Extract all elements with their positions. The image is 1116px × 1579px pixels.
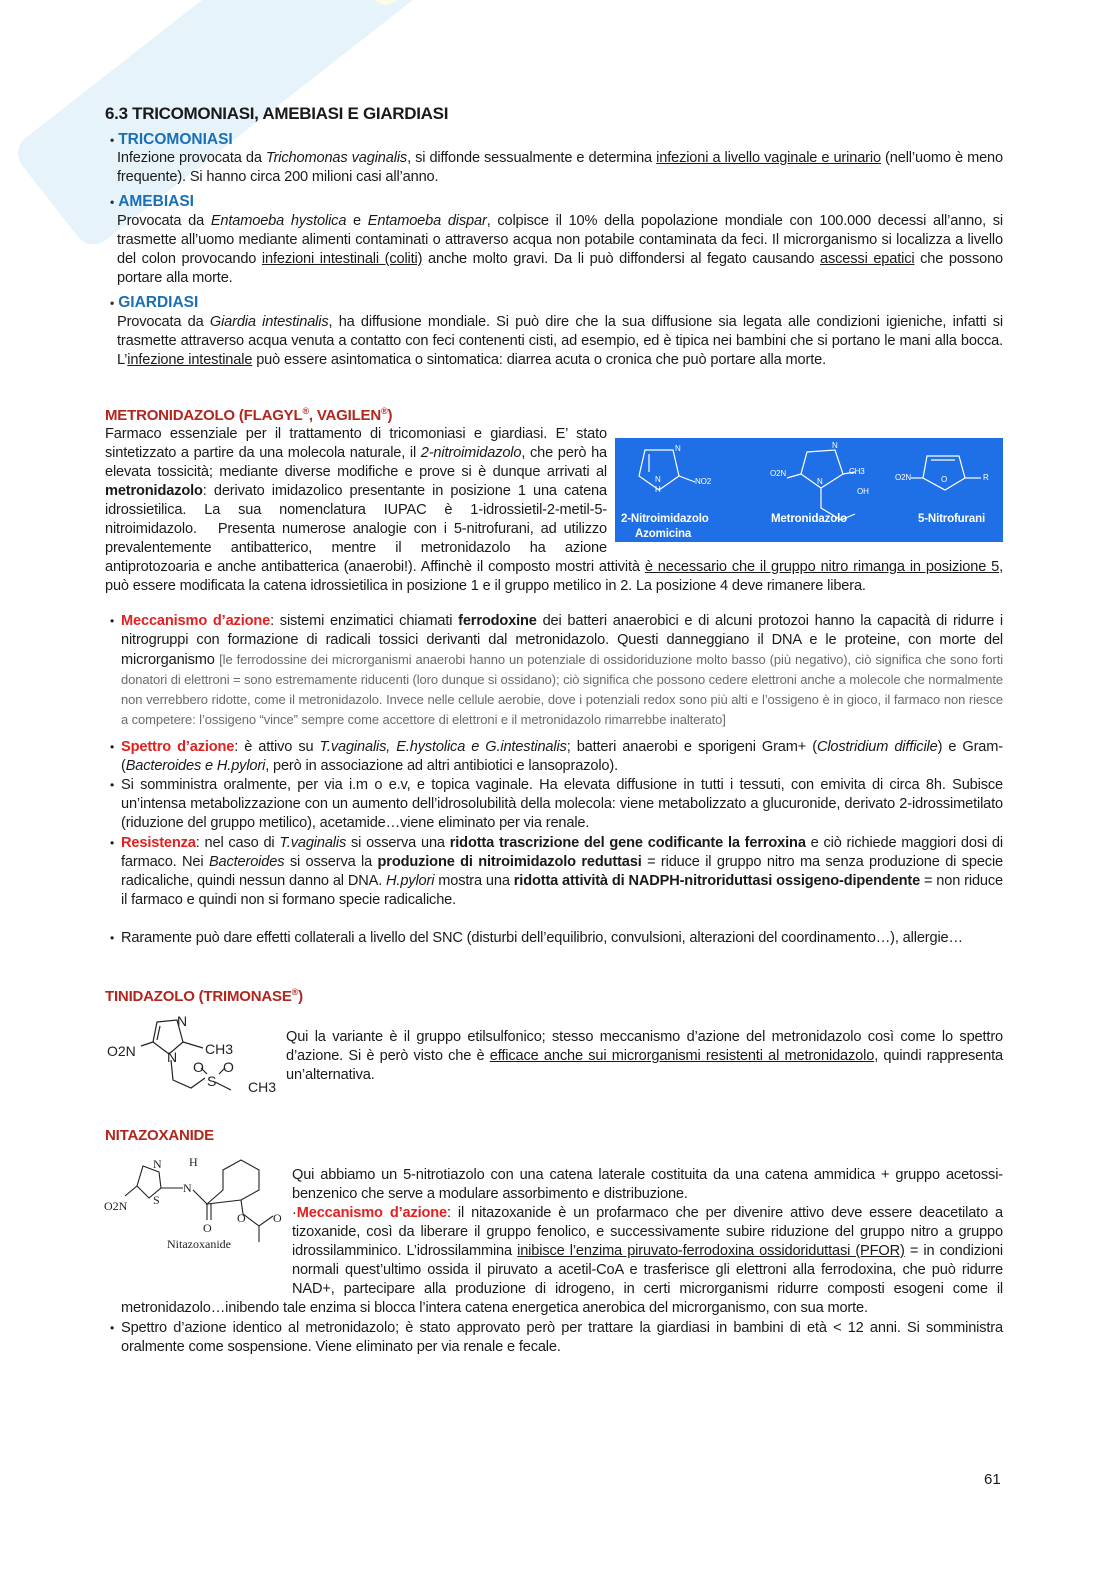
atom-label: O [223, 1059, 234, 1075]
text-run: efficace anche sui microrganismi resistenti al metronidazolo [489, 1048, 875, 1064]
bullet-resistenza [110, 834, 1003, 910]
atom-label: O2N [104, 1199, 128, 1213]
text-run: , può essere modificata la catena idrossietilica in posizione 1 e il gruppo metilico in 2. La posizione 4 deve rimanere libera. [105, 559, 1003, 594]
atom-label: NO2 [695, 477, 711, 486]
atom-label: O [273, 1211, 282, 1225]
bullet: • [110, 614, 115, 628]
text-run: Infezione provocata da [117, 150, 266, 166]
text-run: Trichomonas vaginalis [265, 150, 408, 166]
text-run: e [346, 213, 368, 229]
text-run: T.vaginalis [279, 835, 347, 851]
paragraph-tinidazolo [286, 1028, 1003, 1085]
heading-text: GIARDIASI [118, 294, 199, 311]
paragraph-metronidazolo-intro [105, 425, 1003, 596]
bullet: • [110, 778, 115, 792]
paragraph-amebiasi [117, 212, 1003, 288]
text-run: T.vaginalis, E.hystolica e G.intestinalis [319, 739, 567, 755]
text-run: , che però ha elevata tossicità; mediante diverse modifiche e prove si è dunque arrivati al [105, 445, 607, 480]
bullet-effetti-collaterali [110, 929, 1003, 948]
label-azomicina: Azomicina [635, 528, 692, 540]
text-run: anche molto gravi. Da li può diffondersi al fegato causando [422, 251, 821, 267]
label-5-nitrofurani: 5-Nitrofurani [918, 513, 986, 525]
bullet-somministrazione [110, 776, 1003, 833]
text-run: è necessario che il gruppo nitro rimanga in posizione 5 [644, 559, 1000, 575]
text-run: , quindi rappresenta un’alternativa. [286, 1048, 1003, 1083]
atom-label: S [153, 1193, 160, 1207]
bullet-text [121, 835, 1003, 908]
atom-label: H [655, 485, 661, 494]
bullet-text [121, 930, 963, 946]
text-run: , colpisce il 10% della popolazione mondiale con 100.000 decessi all’anno, si trasmette all’uomo mediante alimenti contaminati o attraverso acqua non potabile contaminata da feci. Il microrganismo si localizza a livello del colon provocando [117, 213, 1003, 267]
atom-label: O [203, 1221, 212, 1235]
text-run: : nel caso di [195, 835, 280, 851]
bullet: • [110, 133, 115, 147]
text-run: : è attivo su [234, 739, 320, 755]
atom-label: N [153, 1157, 162, 1171]
bullet-text [121, 777, 1003, 831]
text-run: infezione intestinale [127, 352, 253, 368]
bullet-text [121, 613, 1003, 728]
text-run: = non riduce il farmaco e quindi non si formano specie radicaliche. [121, 873, 1003, 908]
text-run: : sistemi enzimatici chiamati [270, 613, 459, 629]
atom-label: O2N [895, 473, 911, 482]
text-run: Entamoeba hystolica [210, 213, 347, 229]
text-run: Spettro d’azione identico al metronidazolo; è stato approvato però per trattare la giardiasi in bambini di età < 12 anni. Si somministra oralmente come sospensione. Viene eliminato per via renale e fecale. [121, 1320, 1003, 1355]
bullet: • [110, 1321, 115, 1335]
subheading-label: Resistenza [121, 835, 196, 851]
atom-label: N [183, 1181, 192, 1195]
text-run: Si somministra oralmente, per via i.m o e.v, e topica vaginale. Ha elevata diffusione in tutti i tessuti, con emivita di circa 8h. Subisce un’intensa metabolizzazione con un aumento dell’idrosolubilità della molecola: viene metabolizzato a glucuronide, derivato 2-idrossimetilato (riduzione del gruppo metilico), acetamide…viene eliminato per via renale. [121, 777, 1003, 831]
text-run: che possono portare alla morte. [117, 251, 1003, 286]
bullet: • [110, 195, 115, 209]
atom-label: OH [857, 487, 869, 496]
label-2-nitroimidazolo: 2-Nitroimidazolo [621, 513, 709, 525]
bullet-text [121, 1320, 1003, 1355]
atom-label: CH3 [849, 467, 865, 476]
text-run: Provocata da [117, 314, 210, 330]
atom-label: O [193, 1059, 204, 1075]
atom-label: CH3 [205, 1041, 234, 1057]
atom-label: N [177, 1013, 188, 1029]
text-run: infezioni intestinali (coliti) [261, 251, 423, 267]
bullet: • [110, 836, 115, 850]
paragraph-nitazoxanide [121, 1147, 1003, 1318]
atom-label: R [983, 473, 989, 482]
atom-label: O2N [770, 469, 786, 478]
bullet: • [110, 740, 115, 754]
page-title: 6.3 TRICOMONIASI, AMEBIASI E GIARDIASI [105, 104, 449, 123]
text-run: mostra una [434, 873, 514, 889]
atom-label: CH3 [248, 1079, 277, 1095]
text-run: Bacteroides [208, 854, 285, 870]
text-run: : il nitazoxanide è un profarmaco che per divenire attivo deve essere deacetilato a tizoxanide, così da liberare il gruppo fenolico, e successivamente subire riduzione del gruppo nitro a gruppo idrossilamminico. L’idrossilammina [292, 1205, 1004, 1259]
text-run: Entamoeba dispar [367, 213, 487, 229]
text-run: si osserva la [284, 854, 378, 870]
bullet-spettro [110, 738, 1003, 776]
text-run: metronidazolo [105, 483, 203, 499]
text-run: Farmaco essenziale per il trattamento di tricomoniasi e giardiasi. E’ stato sintetizzato a partire da una molecola naturale, il [105, 426, 607, 461]
atom-label: N [655, 475, 661, 484]
atom-label: S [207, 1073, 217, 1089]
paragraph-giardiasi [117, 313, 1003, 370]
atom-label: H [189, 1155, 198, 1169]
paragraph-tricomoniasi [117, 149, 1003, 187]
text-run: ; batteri anaerobi e sporigeni Gram+ ( [566, 739, 817, 755]
atom-label: N [832, 441, 838, 450]
text-run: Raramente può dare effetti collaterali a livello del SNC (disturbi dell’equilibrio, convulsioni, alterazioni del coordinamento…), allergie… [121, 930, 963, 946]
text-run: Clostridium difficile [816, 739, 938, 755]
tinidazolo-structure [105, 1010, 283, 1100]
text-run: Provocata da [117, 213, 211, 229]
text-run: , ha diffusione mondiale. Si può dire che la sua diffusione sia legata alle condizioni igieniche, infatti si trasmette attraverso acqua venuta a contatto con feci contenenti cisti, ad esempio, ed è tipica nei bambini che si portano le mani alla bocca. L’ [117, 314, 1003, 368]
bullet-meccanismo [110, 612, 1003, 730]
heading-amebiasi [110, 193, 194, 211]
atom-label: O [237, 1211, 246, 1225]
text-run: · [292, 1205, 297, 1221]
atom-label: O2N [107, 1043, 136, 1059]
heading-text: AMEBIASI [118, 193, 194, 210]
text-run: può essere asintomatica o sintomatica: diarrea acuta o cronica che può portare alla morte. [252, 352, 826, 368]
heading-tinidazolo: TINIDAZOLO (TRIMONASE®) [105, 987, 303, 1005]
text-run: (nell’uomo è meno frequente). Si hanno circa 200 milioni casi all’anno. [117, 150, 1003, 185]
text-run: Qui abbiamo un 5-nitrotiazolo con una catena laterale costituita da una catena ammidica + gruppo acetossi-benzenico che serve a modulare assorbimento e distribuzione. [292, 1167, 1003, 1202]
text-run: ascessi epatici [820, 251, 915, 267]
text-run: dei batteri anaerobici e di alcuni protozoi hanno la capacità di ridurre i nitrogruppi con formazione di radicali tossici derivanti dal metronidazolo. Questi danneggiano il DNA e le proteine, con morte del microrganismo [121, 613, 1003, 668]
text-run: = riduce il gruppo nitro ma senza produzione di specie radicaliche, quindi nessun danno al DNA. [121, 854, 1003, 889]
bullet-text [121, 739, 1003, 774]
text-run: Qui la variante è il gruppo etilsulfonico; stesso meccanismo d’azione del metronidazolo così come lo spettro d’azione. Si è però visto che è [286, 1029, 1003, 1064]
label-metronidazolo: Metronidazolo [771, 513, 847, 525]
heading-text: TRICOMONIASI [118, 131, 233, 148]
heading-tricomoniasi [110, 131, 233, 149]
subheading-label: Meccanismo d’azione [121, 613, 271, 629]
text-run: si osserva una [346, 835, 450, 851]
text-run: = in condizioni normali quest’ultimo ossida il piruvato a acetil-CoA e trasferisce gli elettroni alla ferrodoxina, che può ridurre NAD+, partecipare alla produzione di idrogeno, in certi microrganismi ridurre composti esogeni come il metronidazolo…inibendo tale enzima si blocca l’intera catena energetica anerobica del microrganismo, con sua morte. [121, 1243, 1003, 1316]
text-run: : derivato imidazolico presentante in posizione 1 una catena idrossietilica. La sua nomenclatura IUPAC è 1-idrossietil-2-metil-5-nitroimidazolo. Presenta numerose analogie con i 5-nitrofurani, ad utilizzo prevalentemente antibatterico, mentre il metronidazolo ha azione antiprotozoaria e anche antibatterica (anaerobi!). Affinchè il composto mostri attività [105, 483, 645, 575]
text-run: Bacteroides e H.pylori [125, 758, 266, 774]
bullet: • [110, 296, 115, 310]
bullet-nitazoxanide-spettro [110, 1319, 1003, 1357]
subheading-label: Meccanismo d’azione [296, 1205, 448, 1221]
text-run: ridotta attività di NADPH-nitroriduttasi ossigeno-dipendente [513, 873, 921, 889]
atom-label: N [817, 477, 823, 486]
text-run: infezioni a livello vaginale e urinario [656, 150, 881, 166]
structure-label: Nitazoxanide [167, 1237, 231, 1251]
atom-label: N [167, 1049, 178, 1065]
text-run: [le ferrodossine dei microrganismi anaerobi hanno un potenziale di ossidoriduzione molto basso (più negativo), ciò significa che sono forti donatori di elettroni = sono estremamente riducenti (loro dunque si ossidano); ciò significa che possono cedere elettroni anche a molecole che normalmente non verrebbero ridotte, come il metronidazolo. Invece nelle cellule aerobie, dove i potenziali redox sono più alti e l’ossigeno è in gioco, il farmaco non riesce a competere: l’ossigeno “vince” sempre come accettore di elettroni e il metronidazolo rimarrebbe inalterato] [121, 652, 1003, 727]
heading-giardiasi [110, 294, 198, 312]
bullet: • [110, 931, 115, 945]
atom-label: O [941, 475, 948, 484]
text-run: ferrodoxine [458, 613, 537, 629]
text-run: , si diffonde sessualmente e determina [407, 150, 657, 166]
atom-label: N [675, 444, 681, 453]
text-run: e ciò richiede maggiori dosi di farmaco. Nei [121, 835, 1003, 870]
heading-nitazoxanide: NITAZOXANIDE [105, 1127, 214, 1144]
text-run: ridotta trascrizione del gene codificante la ferroxina [449, 835, 806, 851]
text-run: 2-nitroimidazolo [420, 445, 522, 461]
subheading-label: Spettro d’azione [121, 739, 235, 755]
heading-metronidazolo: METRONIDAZOLO (FLAGYL®, VAGILEN®) [105, 406, 393, 424]
text-run: ) e Gram- ( [121, 739, 1003, 774]
nitro-compounds-figure [615, 438, 1003, 542]
text-run: produzione di nitroimidazolo reduttasi [377, 854, 642, 870]
page-number: 61 [984, 1471, 1001, 1488]
text-run: H.pylori [386, 873, 435, 889]
text-run: , però in associazione ad altri antibiotici e lansoprazolo). [265, 758, 618, 774]
text-run: Giardia intestinalis [209, 314, 329, 330]
text-run: inibisce l’enzima piruvato-ferrodoxina ossidoriduttasi (PFOR) [517, 1243, 905, 1259]
